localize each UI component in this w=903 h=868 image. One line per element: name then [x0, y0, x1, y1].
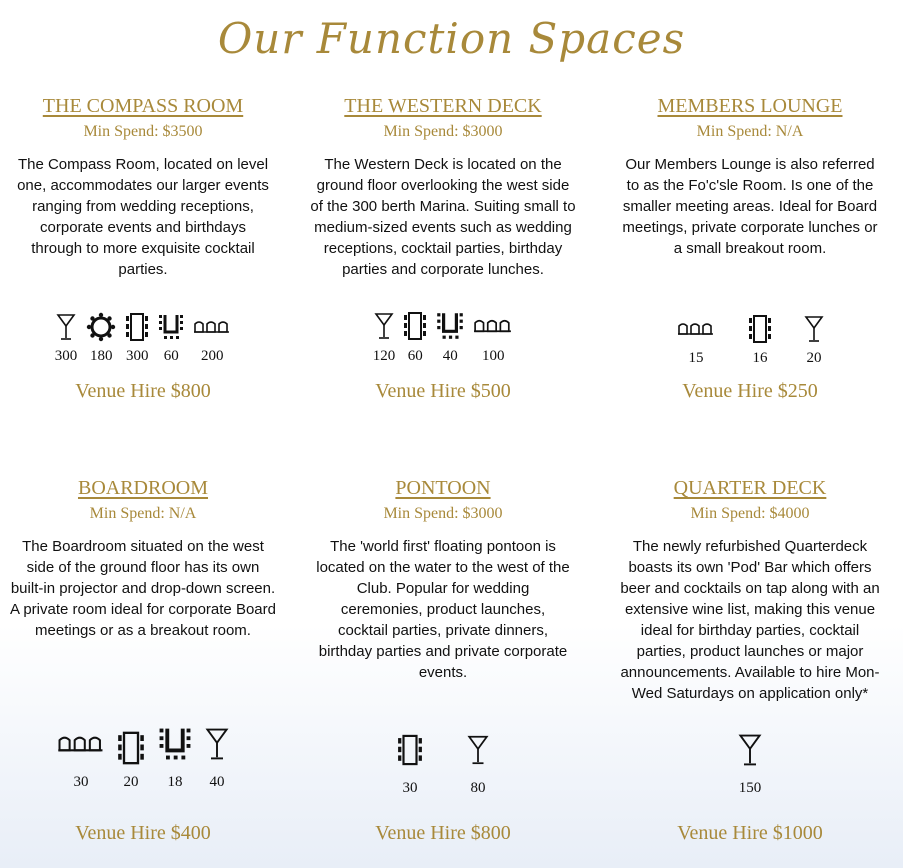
venue-description: The newly refurbished Quarterdeck boasts its own 'Pod' Bar which offers beer and cocktails on tap along with an extensive wine list, making this venue ideal for birthday parties, cocktail parties, product launches or major announcements. Available to hire Mon-Wed Saturdays on application only* [620, 538, 880, 702]
u-shape-icon [157, 724, 193, 764]
boardroom-table-icon [117, 724, 145, 772]
capacity-value: 200 [201, 348, 224, 364]
min-spend: Min Spend: N/A [89, 505, 197, 522]
capacity-value: 20 [123, 774, 139, 790]
venue-hire: Venue Hire $250 [682, 380, 818, 402]
capacity-value: 16 [752, 350, 768, 366]
capacity-value: 30 [402, 780, 418, 796]
min-spend: Min Spend: $3000 [383, 123, 503, 140]
capacity-icons [0, 312, 288, 365]
cocktail-icon [374, 310, 394, 342]
capacity-value: 300 [126, 348, 149, 364]
venue-description: Our Members Lounge is also referred to as the Fo'c'sle Room. Is one of the smaller meeting areas. Ideal for Board meetings, private corporate lunches or a small breakout room. [622, 156, 878, 257]
capacity-item [193, 312, 231, 365]
capacity-item [738, 730, 762, 797]
capacity-value: 18 [167, 774, 183, 790]
cocktail-icon [56, 312, 76, 342]
cocktail-icon [467, 730, 489, 770]
capacity-item [205, 724, 229, 791]
capacity-value: 80 [470, 780, 486, 796]
capacity-value: 15 [688, 350, 704, 366]
venue-name[interactable]: PONTOON [395, 477, 491, 499]
capacity-icons [0, 724, 288, 791]
capacity-item [125, 312, 149, 365]
capacity-item [157, 724, 193, 791]
venue-hire: Venue Hire $400 [75, 822, 211, 844]
capacity-item [676, 314, 716, 367]
min-spend: Min Spend: $4000 [690, 505, 810, 522]
venue-hire: Venue Hire $800 [375, 822, 511, 844]
capacity-item [85, 312, 117, 365]
u-shape-icon [157, 312, 185, 342]
u-shape-icon [435, 310, 465, 342]
venue-card-pontoon [298, 476, 588, 844]
theatre-seating-icon [57, 724, 105, 764]
venue-hire: Venue Hire $800 [75, 380, 211, 402]
min-spend: Min Spend: $3500 [83, 123, 203, 140]
round-table-icon [85, 312, 117, 342]
cocktail-icon [205, 724, 229, 764]
capacity-item [397, 730, 423, 797]
capacity-item [57, 724, 105, 791]
page-title: Our Function Spaces [217, 14, 686, 63]
venue-card-members-lounge [605, 94, 895, 402]
venue-name[interactable]: THE WESTERN DECK [344, 95, 542, 117]
boardroom-table-icon [748, 314, 772, 344]
cocktail-icon [804, 314, 824, 344]
theatre-seating-icon [473, 310, 513, 342]
capacity-item [157, 312, 185, 365]
venue-card-boardroom [0, 476, 288, 844]
venue-hire: Venue Hire $500 [375, 380, 511, 402]
capacity-item [435, 310, 465, 365]
capacity-value: 20 [806, 350, 822, 366]
venue-description: The 'world first' floating pontoon is located on the water to the west of the Club. Popular for wedding ceremonies, product launches, cocktail parties, private dinners, birthday parties and private corporate events. [316, 538, 570, 681]
cocktail-icon [738, 730, 762, 770]
boardroom-table-icon [403, 310, 427, 342]
capacity-item [373, 310, 396, 365]
venue-name[interactable]: THE COMPASS ROOM [42, 95, 244, 117]
venue-description: The Western Deck is located on the ground floor overlooking the west side of the 300 berth Marina. Suiting small to medium-sized events such as wedding receptions, cocktail parties, birthday parties and corporate lunches. [310, 156, 576, 278]
venue-card-western-deck [298, 94, 588, 402]
theatre-seating-icon [676, 314, 716, 344]
venue-hire: Venue Hire $1000 [677, 822, 823, 844]
capacity-item [473, 310, 513, 365]
capacity-value: 40 [209, 774, 225, 790]
venue-card-compass-room [0, 94, 288, 402]
capacity-icons [298, 310, 588, 365]
venue-name[interactable]: MEMBERS LOUNGE [657, 95, 843, 117]
capacity-value: 60 [407, 348, 423, 364]
capacity-value: 300 [54, 348, 78, 364]
capacity-value: 120 [372, 348, 396, 364]
venue-name[interactable]: BOARDROOM [77, 477, 209, 499]
capacity-item [117, 724, 145, 791]
capacity-item [403, 310, 427, 365]
theatre-seating-icon [193, 312, 231, 342]
boardroom-table-icon [125, 312, 149, 342]
capacity-value: 30 [73, 774, 89, 790]
capacity-icons [298, 730, 588, 797]
min-spend: Min Spend: N/A [696, 123, 804, 140]
venue-name[interactable]: QUARTER DECK [673, 477, 827, 499]
capacity-value: 40 [442, 348, 458, 364]
boardroom-table-icon [397, 730, 423, 770]
capacity-item [467, 730, 489, 797]
capacity-item [55, 312, 78, 365]
capacity-value: 60 [163, 348, 179, 364]
venue-card-quarter-deck [605, 476, 895, 844]
venue-description: The Boardroom situated on the west side of the ground floor has its own built-in projector and drop-down screen. A private room ideal for corporate Board meetings or as a breakout room. [10, 538, 276, 639]
capacity-icons [605, 314, 895, 367]
capacity-value: 180 [90, 348, 113, 364]
capacity-icons [605, 730, 895, 797]
capacity-item [804, 314, 824, 367]
venue-description: The Compass Room, located on level one, accommodates our larger events ranging from wedding receptions, corporate events and birthdays through to more exquisite cocktail parties. [17, 156, 269, 278]
capacity-value: 100 [482, 348, 505, 364]
min-spend: Min Spend: $3000 [383, 505, 503, 522]
capacity-item [748, 314, 772, 367]
capacity-value: 150 [738, 780, 762, 796]
